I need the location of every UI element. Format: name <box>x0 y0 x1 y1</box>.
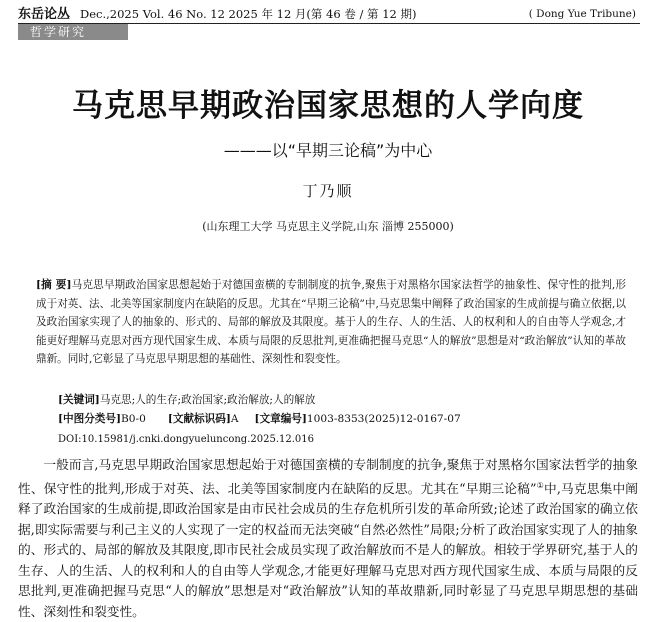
footnote-mark[interactable]: ① <box>536 480 544 490</box>
abstract <box>36 276 626 369</box>
journal-name: 东岳论丛 <box>18 7 71 22</box>
keywords-label: [关键词] <box>58 394 100 406</box>
article-number-label: [文章编号] <box>254 413 307 425</box>
article-number-value: 1003-8353(2025)12-0167-07 <box>306 413 461 425</box>
issue-info: Dec.,2025 Vol. 46 No. 12 2025 年 12 月(第 46 卷 / 第 12 期) <box>80 7 417 21</box>
doc-code-label: [文献标识码] <box>167 413 231 425</box>
keywords-text: 马克思;人的生存;政治国家;政治解放;人的解放 <box>99 394 316 406</box>
abstract-text: 马克思早期政治国家思想起始于对德国蛮横的专制制度的抗争,聚焦于对黑格尔国家法哲学的抽象性、保守性的批判,形成于对英、法、北美等国家制度内在缺陷的反思。尤其在“早期三论稿”中,马克思集中阐释了政治国家的生成前提与确立依据,以及政治国家实现了人的抽象的、形式的、局部的解放及其限度。基于人的生存、人的生活、人的权利和人的自由等人学观念,才能更好理解马克思对西方现代国家生成、本质与局限的反思批判,更准确把握马克思“人的解放”思想是对“政治解放”认知的革故鼎新。同时,它彰显了马克思早期思想的基础性、深刻性和裂变性。 <box>36 279 626 366</box>
article-subtitle: ———以“早期三论稿”为中心 <box>223 141 433 160</box>
classification-line <box>58 410 461 428</box>
header-left <box>18 5 416 24</box>
article-title: 马克思早期政治国家思想的人学向度 <box>72 88 584 124</box>
running-header <box>18 5 638 23</box>
body-text-after-note: 中,马克思集中阐释了政治国家的生成前提,即政治国家是由市民社会成员的生存危机所引发的革命所致;论述了政治国家的确立依据,即实际需要与利己主义的人实现了一定的权益而无法突破“自然必然性”局限;分析了政治国家实现了人的抽象的、形式的、局部的解放及其限度,即市民社会成员实现了政治解放而不是人的解放。相较于学界研究,基于人的生存、人的生活、人的权利和人的自由等人学观念,才能更好理解马克思对西方现代国家生成、本质与局限的反思批判,更准确把握马克思“人的解放”思想是对“政治解放”认知的革故鼎新,同时彰显了马克思早期思想的基础性、深刻性和裂变性。 <box>18 480 638 619</box>
clc-value: B0-0 <box>121 413 146 425</box>
author-name: 丁乃顺 <box>302 182 354 200</box>
keywords-line <box>58 391 315 409</box>
body-text-before-note: 一般而言,马克思早期政治国家思想起始于对德国蛮横的专制制度的抗争,聚焦于对黑格尔国家法哲学的抽象性、保守性的批判,形成于对英、法、北美等国家制度内在缺陷的反思。尤其在“早期三论稿” <box>18 457 638 496</box>
author-affiliation: (山东理工大学 马克思主义学院,山东 淄博 255000) <box>202 220 454 233</box>
journal-english-name: ( Dong Yue Tribune) <box>528 8 636 20</box>
doi-line: DOI:10.15981/j.cnki.dongyueluncong.2025.12.016 <box>58 434 314 445</box>
doc-code-value: A <box>230 413 239 425</box>
clc-label: [中图分类号] <box>58 413 121 425</box>
abstract-label: [摘 要] <box>36 279 72 291</box>
body-paragraph <box>18 455 638 622</box>
section-tag: 哲学研究 <box>18 24 128 40</box>
